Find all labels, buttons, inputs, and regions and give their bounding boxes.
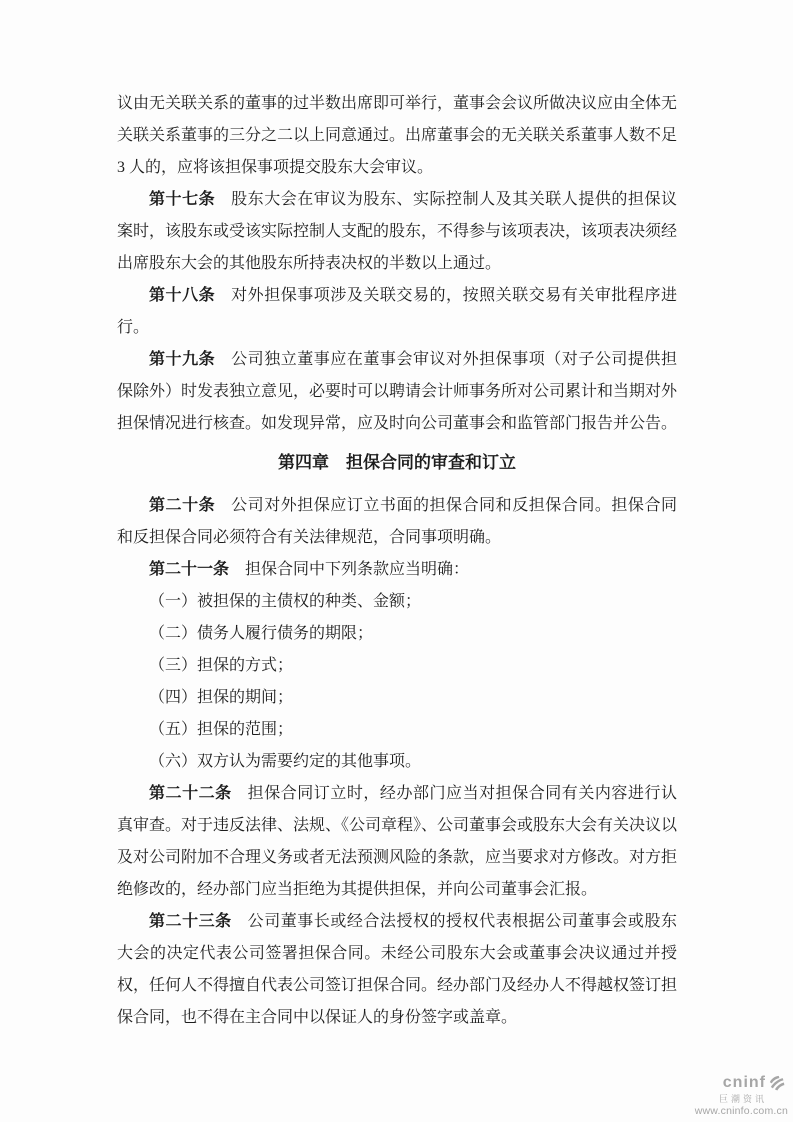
article-text: 公司对外担保应订立书面的担保合同和反担保合同。担保合同和反担保合同必须符合有关法律规范，合同事项明确。 [117,497,677,546]
intro-paragraph: 议由无关联关系的董事的过半数出席即可举行，董事会会议所做决议应由全体无关联关系董事的三分之二以上同意通过。出席董事会的无关联关系董事人数不足 3 人的，应将该担保事项提交股东大会审议。 [117,95,678,176]
article-label: 第二十二条 [149,785,232,802]
article-paragraph-18 [117,280,677,344]
cninfo-brand-text: cninf [722,1074,766,1092]
cninfo-watermark [695,1073,788,1118]
cninfo-brand-row [695,1073,788,1094]
article-label: 第十七条 [149,191,216,208]
article-label: 第十九条 [149,351,216,368]
cninfo-swirl-logo-icon [767,1073,788,1094]
article-label: 第十八条 [149,287,216,304]
chapter-heading [117,447,677,479]
article-paragraph-21 [117,554,677,586]
clause-list-item-3: （三）担保的方式； [149,657,294,674]
article-text: 股东大会在审议为股东、实际控制人及其关联人提供的担保议案时，该股东或受该实际控制人支配的股东，不得参与该项表决，该项表决须经出席股东大会的其他股东所持表决权的半数以上通过。 [117,191,678,272]
article-label: 第二十条 [149,497,216,514]
article-paragraph-19 [117,344,677,440]
article-text: 对外担保事项涉及关联交易的，按照关联交易有关审批程序进行。 [117,287,677,336]
article-text: 担保合同中下列条款应当明确： [245,561,470,578]
article-paragraph-17 [117,184,677,280]
article-label: 第二十三条 [149,913,232,930]
article-text: 担保合同订立时，经办部门应当对担保合同有关内容进行认真审查。对于违反法律、法规、《公司章程》、公司董事会或股东大会有关决议以及对公司附加不合理义务或者无法预测风险的条款，应当要求对方修改。对方拒绝修改的，经办部门应当拒绝为其提供担保，并向公司董事会汇报。 [117,785,678,898]
article-paragraph-20 [117,490,677,554]
article-text: 公司独立董事应在董事会审议对外担保事项（对子公司提供担保除外）时发表独立意见，必要时可以聘请会计师事务所对公司累计和当期对外担保情况进行核查。如发现异常，应及时向公司董事会和监管部门报告并公告。 [117,351,678,432]
document-body [117,88,677,1034]
article-paragraph-22 [117,778,677,906]
clause-list-item-4: （四）担保的期间； [149,689,294,706]
clause-list-item-1: （一）被担保的主债权的种类、金额； [149,593,422,610]
cninfo-website-text: www.cninfo.com.cn [694,1105,788,1118]
clause-list-item-5: （五）担保的范围； [149,721,294,738]
chapter-title: 担保合同的审查和订立 [346,453,516,472]
article-text: 公司董事长或经合法授权的授权代表根据公司董事会或股东大会的决定代表公司签署担保合同。未经公司股东大会或董事会决议通过并授权，任何人不得擅自代表公司签订担保合同。经办部门及经办人不得越权签订担保合同，也不得在主合同中以保证人的身份签字或盖章。 [117,913,678,1026]
article-paragraph-23 [117,906,677,1034]
chapter-number: 第四章 [278,453,329,472]
clause-list-item-2: （二）债务人履行债务的期限； [149,625,374,642]
clause-list-item-6: （六）双方认为需要约定的其他事项。 [149,753,422,770]
cninfo-brand-chinese: 巨潮资讯 [718,1093,767,1104]
article-label: 第二十一条 [149,561,230,578]
